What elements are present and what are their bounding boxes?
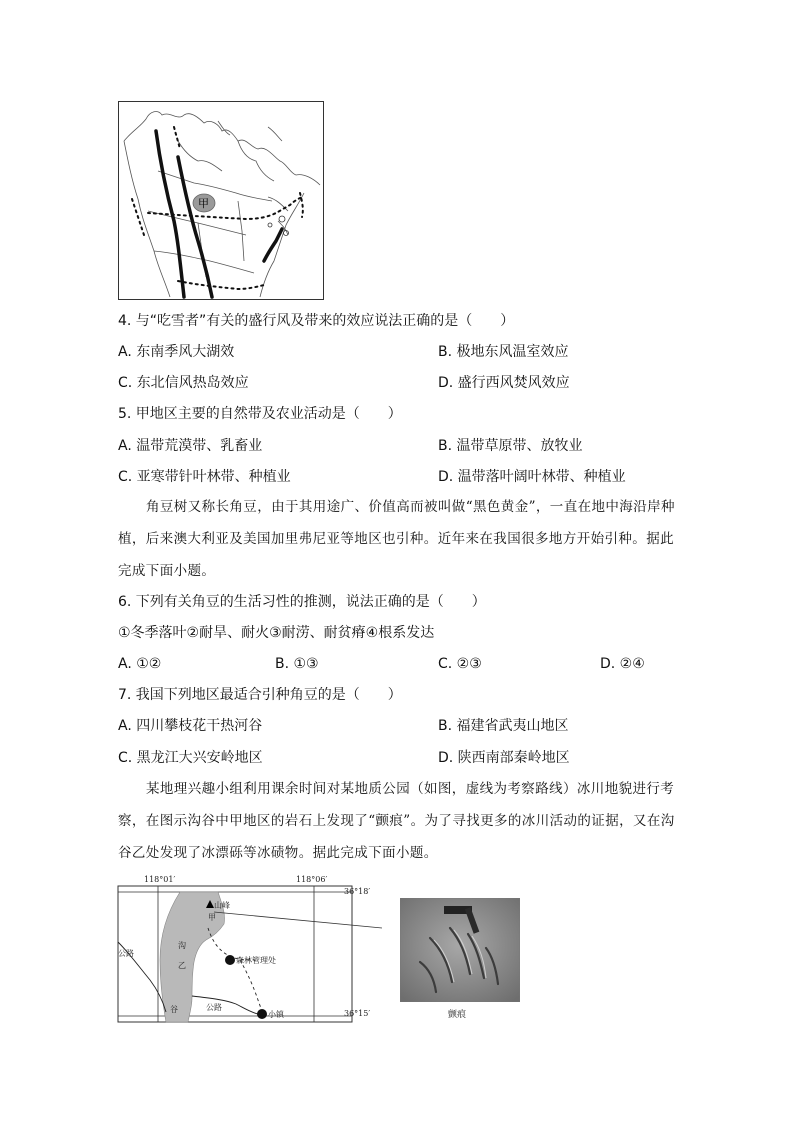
question-5-option-a[interactable]: A. 温带荒漠带、乳畜业 [118, 438, 263, 454]
question-4-option-b[interactable]: B. 极地东风温室效应 [438, 344, 569, 360]
passage-2-line-2: 察，在图示沟谷中甲地区的岩石上发现了“颤痕”。为了寻找更多的冰川活动的证据，又在沟 [118, 813, 675, 829]
question-4-stem: 4. 与“吃雪者”有关的盛行风及带来的效应说法正确的是（ ） [118, 313, 515, 329]
passage-1-line-1: 角豆树又称长角豆，由于其用途广、价值高而被叫做“黑色黄金”，一直在地中海沿岸种 [146, 499, 675, 515]
question-6-option-d[interactable]: D. ②④ [600, 656, 645, 672]
location-yi-label: 乙 [178, 961, 186, 970]
question-6-option-c[interactable]: C. ②③ [438, 656, 482, 672]
north-america-map [118, 101, 324, 300]
question-6-option-a[interactable]: A. ①② [118, 656, 162, 672]
forest-office-label: 森林管理处 [236, 956, 276, 965]
road-bottom-label: 公路 [206, 1003, 222, 1012]
valley-char-gu: 谷 [170, 1005, 178, 1014]
lon-left-label: 118°01′ [144, 875, 176, 884]
location-jia-label: 甲 [208, 913, 216, 922]
passage-1-line-2: 植，后来澳大利亚及美国加里弗尼亚等地区也引种。近年来在我国很多地方开始引种。据此 [118, 531, 674, 547]
question-7-option-d[interactable]: D. 陕西南部秦岭地区 [438, 750, 570, 766]
passage-2-line-3: 谷乙处发现了冰漂砾等冰碛物。据此完成下面小题。 [118, 845, 438, 861]
valley-char-gou: 沟 [178, 941, 186, 950]
chatter-mark-photo [400, 898, 520, 1002]
town-marker [257, 1009, 267, 1019]
question-5-option-c[interactable]: C. 亚寒带针叶林带、种植业 [118, 469, 291, 485]
question-7-option-c[interactable]: C. 黑龙江大兴安岭地区 [118, 750, 263, 766]
lat-top-label: 36°18′ [344, 887, 371, 896]
peak-label: 山峰 [214, 901, 230, 910]
question-7-option-a[interactable]: A. 四川攀枝花干热河谷 [118, 718, 263, 734]
passage-2-line-1: 某地理兴趣小组利用课余时间对某地质公园（如图，虚线为考察路线）冰川地貌进行考 [146, 781, 675, 797]
question-6-items: ①冬季落叶②耐旱、耐火③耐涝、耐贫瘠④根系发达 [118, 625, 435, 641]
road-left-label: 公路 [118, 949, 134, 958]
question-5-option-b[interactable]: B. 温带草原带、放牧业 [438, 438, 583, 454]
lon-right-label: 118°06′ [296, 875, 328, 884]
question-4-option-a[interactable]: A. 东南季风大湖效 [118, 344, 235, 360]
passage-1-line-3: 完成下面小题。 [118, 563, 216, 579]
question-5-option-d[interactable]: D. 温带落叶阔叶林带、种植业 [438, 469, 626, 485]
question-7-stem: 7. 我国下列地区最适合引种角豆的是（ ） [118, 687, 402, 703]
forest-office-marker [225, 955, 235, 965]
question-4-option-d[interactable]: D. 盛行西风焚风效应 [438, 375, 570, 391]
question-7-option-b[interactable]: B. 福建省武夷山地区 [438, 718, 569, 734]
geopark-map [110, 870, 382, 1030]
question-6-option-b[interactable]: B. ①③ [275, 656, 319, 672]
question-5-stem: 5. 甲地区主要的自然带及农业活动是（ ） [118, 406, 402, 422]
region-jia-label: 甲 [198, 197, 209, 210]
question-4-option-c[interactable]: C. 东北信风热岛效应 [118, 375, 249, 391]
lat-bottom-label: 36°15′ [344, 1009, 371, 1018]
town-label: 小镇 [268, 1010, 284, 1019]
photo-caption: 颤痕 [448, 1010, 467, 1020]
question-6-stem: 6. 下列有关角豆的生活习性的推测，说法正确的是（ ） [118, 594, 486, 610]
